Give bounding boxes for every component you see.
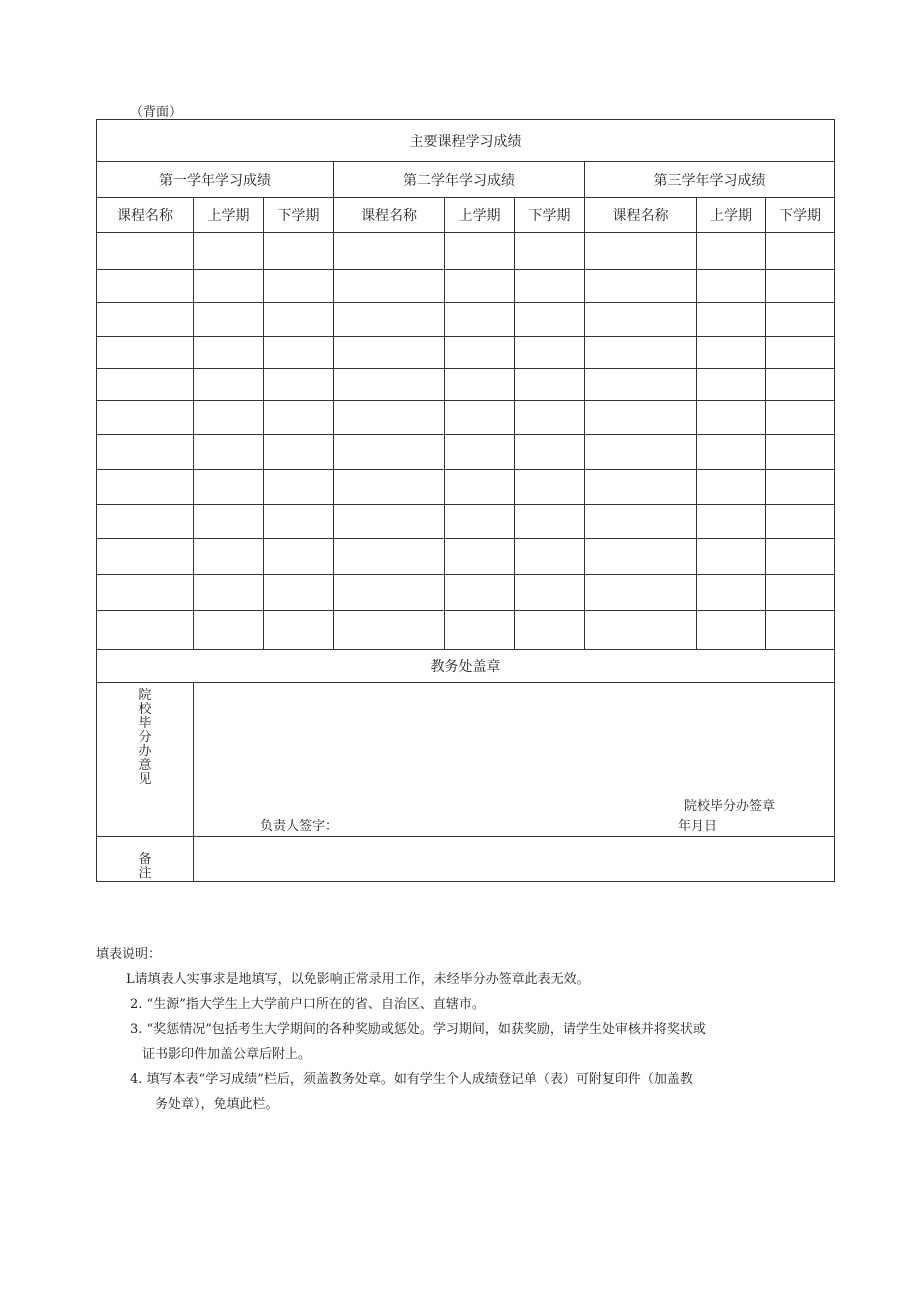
grade-cell[interactable] — [264, 470, 334, 505]
grade-cell[interactable] — [97, 539, 194, 575]
second-term-header: 下学期 — [515, 198, 585, 233]
grade-cell[interactable] — [766, 303, 835, 337]
instruction-continuation: 证书影印件加盖公章后附上。 — [142, 1047, 312, 1062]
grade-cell[interactable] — [515, 369, 585, 401]
remark-label: 备注 — [138, 852, 152, 881]
grade-cell[interactable] — [264, 270, 334, 303]
grade-cell[interactable] — [697, 270, 766, 303]
office-seal-label: 院校毕分办签章 — [684, 799, 776, 814]
grade-cell[interactable] — [445, 505, 515, 539]
grade-cell[interactable] — [334, 369, 445, 401]
grade-cell[interactable] — [585, 401, 697, 435]
instruction-item-2 — [96, 992, 856, 1017]
office-opinion-label-cell — [97, 683, 194, 837]
course-name-header: 课程名称 — [334, 198, 445, 233]
grade-cell[interactable] — [515, 611, 585, 650]
grade-cell[interactable] — [264, 401, 334, 435]
grade-row — [97, 575, 835, 611]
date-label: 年月日 — [678, 819, 718, 834]
grade-cell[interactable] — [697, 505, 766, 539]
grade-cell[interactable] — [194, 505, 264, 539]
grade-cell[interactable] — [97, 505, 194, 539]
instructions-title: 填表说明： — [96, 947, 162, 962]
grade-row — [97, 505, 835, 539]
grade-cell[interactable] — [97, 575, 194, 611]
grade-cell[interactable] — [697, 575, 766, 611]
remark-label-cell — [97, 837, 194, 882]
grade-row — [97, 401, 835, 435]
instruction-number: 4. — [130, 1072, 143, 1087]
table-title: 主要课程学习成绩 — [97, 120, 835, 162]
grade-cell[interactable] — [264, 539, 334, 575]
grade-row — [97, 337, 835, 369]
grade-cell[interactable] — [97, 470, 194, 505]
grade-cell[interactable] — [766, 539, 835, 575]
grade-cell[interactable] — [445, 435, 515, 470]
grade-cell[interactable] — [585, 303, 697, 337]
grade-cell[interactable] — [334, 611, 445, 650]
grade-cell[interactable] — [264, 337, 334, 369]
grade-cell[interactable] — [194, 369, 264, 401]
grade-cell[interactable] — [194, 539, 264, 575]
grade-cell[interactable] — [766, 337, 835, 369]
grade-rows — [97, 233, 835, 650]
grade-cell[interactable] — [264, 233, 334, 270]
grade-cell[interactable] — [445, 470, 515, 505]
grade-cell[interactable] — [97, 337, 194, 369]
instruction-text: “奖惩情况”包括考生大学期间的各种奖励或惩处。学习期间，如获奖励，请学生处审核并将奖状或 — [146, 1022, 706, 1037]
instruction-text: L请填表人实事求是地填写，以免影响正常录用工作，未经毕分办签章此表无效。 — [126, 972, 590, 987]
grade-cell[interactable] — [515, 270, 585, 303]
grade-cell[interactable] — [766, 369, 835, 401]
grade-cell[interactable] — [515, 435, 585, 470]
grade-cell[interactable] — [445, 369, 515, 401]
grades-table — [96, 119, 835, 882]
grade-cell[interactable] — [97, 611, 194, 650]
grade-cell[interactable] — [697, 303, 766, 337]
grade-cell[interactable] — [766, 611, 835, 650]
grade-row — [97, 470, 835, 505]
grade-cell[interactable] — [264, 575, 334, 611]
grade-cell[interactable] — [445, 401, 515, 435]
grade-cell[interactable] — [445, 337, 515, 369]
grade-cell[interactable] — [264, 611, 334, 650]
grade-cell[interactable] — [766, 470, 835, 505]
grade-cell[interactable] — [585, 539, 697, 575]
grade-cell[interactable] — [194, 337, 264, 369]
grade-cell[interactable] — [585, 470, 697, 505]
grade-cell[interactable] — [515, 539, 585, 575]
page-side-label: （背面） — [130, 105, 183, 120]
grade-cell[interactable] — [585, 575, 697, 611]
grade-cell[interactable] — [194, 435, 264, 470]
grade-cell[interactable] — [334, 270, 445, 303]
grade-cell[interactable] — [97, 435, 194, 470]
grade-cell[interactable] — [697, 470, 766, 505]
grade-cell[interactable] — [697, 435, 766, 470]
grade-row — [97, 233, 835, 270]
grade-cell[interactable] — [697, 401, 766, 435]
grade-cell[interactable] — [585, 337, 697, 369]
year-2-header: 第二学年学习成绩 — [334, 162, 585, 198]
filling-instructions — [96, 942, 856, 1117]
year-3-header: 第三学年学习成绩 — [585, 162, 835, 198]
grade-cell[interactable] — [445, 233, 515, 270]
grade-cell[interactable] — [585, 435, 697, 470]
grade-cell[interactable] — [334, 539, 445, 575]
grade-cell[interactable] — [334, 233, 445, 270]
grade-cell[interactable] — [515, 470, 585, 505]
grade-cell[interactable] — [697, 611, 766, 650]
grade-cell[interactable] — [697, 337, 766, 369]
grade-cell[interactable] — [445, 611, 515, 650]
grade-cell[interactable] — [334, 435, 445, 470]
grade-cell[interactable] — [97, 369, 194, 401]
grade-cell[interactable] — [697, 539, 766, 575]
first-term-header: 上学期 — [194, 198, 264, 233]
instruction-number: 2. — [130, 997, 143, 1012]
grade-cell[interactable] — [515, 575, 585, 611]
first-term-header: 上学期 — [445, 198, 515, 233]
grade-cell[interactable] — [264, 435, 334, 470]
instruction-item-3 — [96, 1017, 856, 1067]
grade-cell[interactable] — [515, 233, 585, 270]
grade-cell[interactable] — [97, 270, 194, 303]
instruction-number: 3. — [130, 1022, 143, 1037]
grade-cell[interactable] — [264, 369, 334, 401]
grade-cell[interactable] — [334, 575, 445, 611]
instruction-item-1 — [96, 967, 856, 992]
instruction-item-4 — [96, 1067, 856, 1117]
academic-office-stamp: 教务处盖章 — [97, 650, 835, 683]
grade-cell[interactable] — [766, 270, 835, 303]
office-opinion-label: 院校毕分办意见 — [138, 688, 152, 787]
grade-cell[interactable] — [194, 303, 264, 337]
grade-cell[interactable] — [766, 575, 835, 611]
grade-row — [97, 303, 835, 337]
grade-row — [97, 539, 835, 575]
signature-label: 负责人签字： — [260, 819, 339, 834]
grade-row — [97, 435, 835, 470]
grade-cell[interactable] — [515, 337, 585, 369]
grade-cell[interactable] — [697, 233, 766, 270]
grade-cell[interactable] — [194, 611, 264, 650]
second-term-header: 下学期 — [264, 198, 334, 233]
grade-cell[interactable] — [334, 505, 445, 539]
second-term-header: 下学期 — [766, 198, 835, 233]
grade-cell[interactable] — [766, 233, 835, 270]
grade-row — [97, 270, 835, 303]
grade-cell[interactable] — [515, 303, 585, 337]
instruction-continuation: 务处章），免填此栏。 — [155, 1097, 279, 1112]
instruction-text: “生源”指大学生上大学前户口所在的省、自治区、直辖市。 — [146, 997, 485, 1012]
grade-cell[interactable] — [766, 401, 835, 435]
grade-cell[interactable] — [585, 505, 697, 539]
grade-cell[interactable] — [585, 233, 697, 270]
grade-cell[interactable] — [264, 505, 334, 539]
grade-cell[interactable] — [194, 401, 264, 435]
grade-cell[interactable] — [697, 369, 766, 401]
grade-cell[interactable] — [515, 505, 585, 539]
grade-cell[interactable] — [264, 303, 334, 337]
grade-cell[interactable] — [585, 270, 697, 303]
course-name-header: 课程名称 — [585, 198, 697, 233]
grade-cell[interactable] — [97, 303, 194, 337]
grade-cell[interactable] — [194, 233, 264, 270]
grade-cell[interactable] — [445, 303, 515, 337]
remark-cell[interactable] — [194, 837, 835, 882]
grade-cell[interactable] — [97, 401, 194, 435]
grade-cell[interactable] — [445, 575, 515, 611]
grade-cell[interactable] — [334, 337, 445, 369]
grade-cell[interactable] — [334, 470, 445, 505]
grade-cell[interactable] — [515, 401, 585, 435]
grade-cell[interactable] — [97, 233, 194, 270]
grade-cell[interactable] — [194, 470, 264, 505]
grade-row — [97, 369, 835, 401]
grade-cell[interactable] — [445, 539, 515, 575]
instruction-text: 填写本表“学习成绩”栏后，须盖教务处章。如有学生个人成绩登记单（表）可附复印件（加盖教 — [146, 1072, 693, 1087]
grade-cell[interactable] — [766, 435, 835, 470]
first-term-header: 上学期 — [697, 198, 766, 233]
grade-cell[interactable] — [194, 270, 264, 303]
grade-cell[interactable] — [194, 575, 264, 611]
grade-row — [97, 611, 835, 650]
office-opinion-cell[interactable] — [194, 683, 835, 837]
year-1-header: 第一学年学习成绩 — [97, 162, 334, 198]
grade-cell[interactable] — [334, 303, 445, 337]
grade-cell[interactable] — [334, 401, 445, 435]
course-name-header: 课程名称 — [97, 198, 194, 233]
grade-cell[interactable] — [766, 505, 835, 539]
grade-cell[interactable] — [445, 270, 515, 303]
grade-cell[interactable] — [585, 611, 697, 650]
grade-cell[interactable] — [585, 369, 697, 401]
